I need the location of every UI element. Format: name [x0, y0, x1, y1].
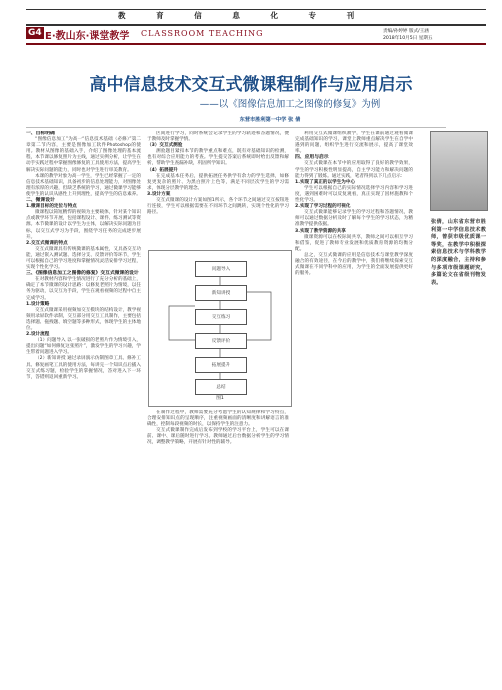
article-subtitle: ——以《图像信息加工之图像的修复》为例	[199, 99, 381, 110]
author-bio: 张倩，山东省东营市胜利第一中学信息技术教师，曾获市级优质课一等奖，在教学中积极探索信息技术与学科教学的深度融合，主持和参与多项市级课题研究，多篇论文在省级刊物发表。	[431, 219, 486, 286]
figure-box-3: 交互练习	[195, 309, 247, 325]
figure-box-2: 新知讲授	[195, 285, 247, 301]
paragraph: 在对教材内容和学生情况进行了充分分析的基础上，确定了本节微课的设计思路：以修复老照片为情境，以任务为驱动，以交互为手段，学生在观看视频的过程中自主完成学习。	[26, 277, 141, 301]
paragraph: 交互式微课具有传统微课的基本属性，又具备交互功能，通过嵌入测试题、选择分支、反馈评价等环节，学生可以根据自己的学习进度和掌握情况灵活安排学习过程，实现个性化学习。	[26, 246, 141, 271]
masthead-letters: 教 育 信 息 化 专 刊	[118, 11, 369, 20]
section-heading: 二、微课设计	[26, 198, 55, 204]
paragraph: 在制作过程中，教师需要充分考虑学生的认知规律和学习特点，合理安排知识点的呈现顺序，注重视频画面的清晰度和讲解语言的准确性，控制每段视频的时长，以保持学生的注意力。	[147, 410, 289, 428]
paragraph: 交互式微课能够记录学生的学习过程和答题情况，教师可以通过数据分析及时了解每个学生的学习状态，为精准教学提供依据。	[295, 210, 413, 228]
paragraph: 微课资源可以在校际间共享，教师之间可以相互学习和借鉴，促进了教师专业发展和优质教育资源的均衡分配。	[295, 234, 413, 252]
subsection-heading: 2.设计流程	[26, 332, 50, 338]
page-name: E·教山东·课堂教学	[45, 31, 130, 42]
section-heading: 四、应用与启示	[295, 155, 329, 161]
paragraph: “图像信息加工”为高一“信息技术基础（必修）”第二章第二节内容，主要是图像加工软件Photoshop的使用。教材从图像的基础入手，介绍了图像处理的基本流程，本节课以修复照片为主线，通过实例分析，让学生在动手实践过程中掌握图像修复的工具使用方法，提高学生解决实际问题的能力，同时也对学生进行审美教育。	[26, 137, 141, 173]
column-2	[147, 131, 289, 248]
figure-box-6: 总结	[195, 379, 247, 395]
paragraph: 微课程以简短精悍的视频为主要载体，针对某个知识点或教学环节开展，包括课程设计、课件、练习测试等资源。本节微课的设计以学生为主体，以解决实际问题为目标，以交互式学习为手段，围绕学习任务的完成逐步展开。	[26, 210, 141, 240]
paragraph: 测验题目紧扣本节的教学重点和难点，既有对基础知识的检测，也有对综合应用能力的考查。学生提交答案后系统即时给出反馈和解析，帮助学生查漏补缺，巩固所学知识。	[147, 149, 289, 167]
subsection-heading: （3）交互式测验	[147, 143, 183, 149]
subsection-heading: 1.微课目标的定位与特点	[26, 204, 77, 210]
subsection-heading: 1.实现了真正的以学生为中心	[295, 179, 356, 185]
paragraph: 交互式微课的设计方案如图1所示，各个环节之间通过交互按钮进行连接，学生可以根据需要在不同环节之间跳转，实现个性化的学习路径。	[147, 198, 289, 216]
paragraph: 区间进行学习，同时系统会记录学生的学习轨迹和答题情况，便于教师及时掌握学情。	[147, 131, 289, 143]
subsection-heading: 1.设计策略	[26, 301, 50, 307]
byline: 东营市胜利第一中学 张 倩	[239, 117, 301, 123]
article-title: 高中信息技术交互式微课程制作与应用启示	[89, 75, 413, 95]
column-2-lower	[147, 410, 289, 681]
paragraph: 利用交互式微课组织教学，学生在课前通过观看微课完成基础知识的学习，课堂上教师重点解决学生在自学中遇到的问题，组织学生进行交流和展示，提高了课堂效率。	[295, 131, 413, 155]
column-1	[26, 131, 141, 681]
subsection-heading: 2.实现了学习过程的可视化	[295, 204, 351, 210]
paragraph: （1）问题导入 以一张破损的老照片作为情境引入，提出问题“如何修复这张照片”，激发学生的学习兴趣，学生带着问题进入学习。	[26, 338, 141, 356]
column-3	[295, 131, 413, 681]
paragraph: 总之，交互式微课的应用是信息技术与课堂教学深度融合的有效途径，在今后的教学中，我们将继续探索交互式微课在不同学科中的应用，为学生的全面发展提供更好的服务。	[295, 252, 413, 277]
paragraph: （2）新知讲授 通过录屏演示仿制图章工具、修补工具、修复画笔工具的使用方法，每讲完一个知识点后插入交互式练习题，检验学生的掌握情况，答对进入下一环节，答错则返回重新学习。	[26, 356, 141, 380]
subsection-heading: 3.实现了教学资源的共享	[295, 228, 346, 234]
subsection-heading: 2.交互式微课的特点	[26, 240, 68, 246]
figure-box-4: 反馈评价	[195, 333, 247, 349]
paragraph: 本课的教学对象为高一学生，学生已经掌握了一定的信息技术基础知识，具备初步的信息处理能力，对图像处理有浓厚的兴趣，但缺乏系统的学习，通过微课学习能够使学生的认识从感性上升到理性，提高学生的信息素养。	[26, 173, 141, 197]
page-english: CLASSROOM TEACHING	[141, 29, 264, 38]
subsection-heading: （4）拓展提升	[147, 167, 178, 173]
paragraph: 交互式微课在本节中的应用取得了良好的教学效果，学生的学习积极性明显提高，自主学习能力和解决问题的能力得到了锻炼。通过实践，笔者得到以下几点启示：	[295, 161, 413, 179]
paragraph: 学生可以根据自己的实际情况选择学习内容和学习进度，遇到困难时可以反复观看，真正实现了因材施教和个性化学习。	[295, 185, 413, 204]
section-heading: 一、目标明确	[26, 131, 55, 136]
paragraph: 交互式微课制作完成后发布到学校的学习平台上，学生可以在课前、课中、课后随时进行学习。教师通过后台数据分析学生的学习情况，调整教学策略，开展有针对性的辅导。	[147, 428, 289, 446]
subsection-heading: 3.设计方案	[147, 191, 171, 197]
figure-box-1: 问题导入	[195, 261, 247, 277]
issue-date: 2018年10月5日 星期五	[383, 36, 433, 41]
paragraph: 交互式微课采用视频加交互模块的结构设计，教学视频用录屏软件录制，交互部分用交互工具制作，主要包括选择题、拖拽题、填空题等多种形式，体现学生的主体地位。	[26, 307, 141, 331]
paragraph: 在完成基本任务后，提供拓展任务供学有余力的学生选择，如修复更复杂的照片、为黑白照片上色等，满足不同层次学生的学习需求，体现分层教学的理念。	[147, 173, 289, 191]
page-number: G4	[28, 28, 42, 38]
figure-caption: 图1	[216, 396, 224, 401]
figure-1	[148, 250, 292, 407]
section-heading: 三、《图像信息加工之图像的修复》交互式微课的设计	[26, 271, 139, 277]
editor-credit: 责编/孙婷婷 版式/王涵	[383, 29, 429, 34]
author-photo	[430, 131, 488, 211]
figure-box-5: 拓展提升	[195, 357, 247, 373]
